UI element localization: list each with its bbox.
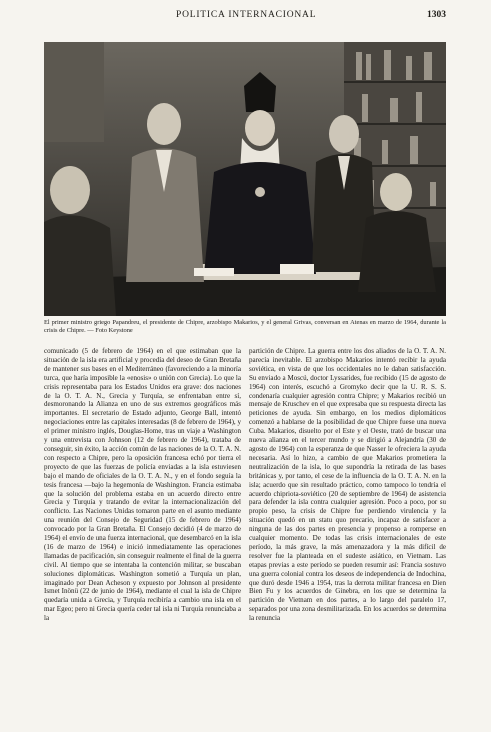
page-header <box>44 10 446 24</box>
photo-caption: El primer ministro griego Papandreu, el presidente de Chipre, arzobispo Makarios, y el general Grivas, conversan en Atenas en marzo de 1964, durante la crisis de Chipre. — Foto Keystone <box>44 319 446 334</box>
photo-illustration <box>44 42 446 316</box>
body-column-left: comunicado (5 de febrero de 1964) en el que estimaban que la situación de la isla era artificial y procedía del deseo de Gran Bretaña de mantener sus bases en el Mediterráneo (favoreciendo a la minoría turca, que haría imposible la «enosis» o unión con Grecia). Lo que la crisis representaba para los Estados Unidos era grave: dos naciones de la O. T. A. N., Grecia y Turquía, se enfrentaban entre sí, desmoronando la Alianza en uno de sus extremos geográficos más importantes. El secretario de Estado adjunto, George Ball, intentó negociaciones entre las capitales interesadas (8 de febrero de 1964), y el primer ministro inglés, Douglas-Home, tras un viaje a Washington y una entrevista con Johnson (12 de febrero de 1964), trataba de conseguir, sin éxito, la acción común de las naciones de la O. T. A. N. con respecto a Chipre, pero la oposición francesa echó por tierra el proyecto de que las fuerzas de policía enviadas a la isla estuviesen bajo el mando de oficiales de la O. T. A. N., y en el fondo seguía la tesis francesa —bajo la hegemonía de Washington. Francia estimaba que la solución del problema estaba en un acuerdo directo entre Grecia y Turquía y tratando de evitar la internacionalización del conflicto. Las Naciones Unidas tomaron parte en el asunto mediante una reunión del Consejo de Seguridad (15 de febrero de 1964) convocado por la Gran Bretaña. El Consejo decidió (4 de marzo de 1964) el envío de una fuerza internacional, que desembarcó en la isla (16 de marzo de 1964) e inició inmediatamente las operaciones llamadas de pacificación, sin conseguir realmente el final de la guerra civil. Al tiempo que se intentaba la contención militar, se buscaban soluciones diplomáticas. Washington sometió a Turquía un plan, imaginado por Dean Acheson y expuesto por Johnson al presidente Ismet Inönü (22 de junio de 1964), mediante el cual la isla de Chipre quedaría unida a Grecia, y Turquía recibiría a cambio una isla en el mar Egeo; pero ni Grecia quería ceder tal isla ni Turquía renunciaba a la <box>44 347 241 623</box>
running-title: POLITICA INTERNACIONAL <box>176 10 317 20</box>
photograph <box>44 42 446 316</box>
body-column-right: partición de Chipre. La guerra entre los dos aliados de la O. T. A. N. parecía inevitable. El arzobispo Makarios intentó recibir la ayuda soviética, en vista de que los occidentales no le daban satisfacción. Su enviado a Moscú, doctor Lyssarides, fue recibido (15 de agosto de 1964) con interés, escuchó a Gromyko decir que la U. R. S. S. condenaría cualquier agresión contra Chipre; y Makarios recibió un mensaje de Kruschev en el que expresaba que su respuesta directa las peticiones de ayuda. Sin embargo, en los medios diplomáticos comenzó a hablarse de la posibilidad de que Chipre fuese una nueva Cuba. Makarios, disuelto por el Este y el Oeste, trató de buscar una nueva alianza en el tercer mundo y se dirigió a Alejandría (30 de agosto de 1964) con la esperanza de que Nasser le ofreciera la ayuda necesaria. Así lo hizo, a cambio de que Makarios prometiera la neutralización de la isla, lo que supondría la retirada de las bases británicas y, por tanto, el cese de la influencia de la O. T. A. N. en la isla; acuerdo que sin resultado práctico, como tampoco lo tendría el acuerdo chipriota-soviético (20 de septiembre de 1964) de asistencia para defender la isla contra cualquier agresión. Poco a poco, por su propio peso, la crisis de Chipre fue perdiendo virulencia y la situación quedó en un statu quo precario, incapaz de satisfacer a ninguna de las dos partes en presencia y propenso a romperse en cualquier momento. De todas las crisis internacionales de este período, la más grave, la más amenazadora y la más difícil de resolver fue la planteada en el sudeste asiático, en Vietnam. Las etapas previas a este período se pueden resumir así: Francia sostuvo una guerra colonial contra los deseos de independencia de Indochina, que duró desde 1946 a 1954, tras la derrota militar francesa en Dien Bien Fu y los acuerdos de Ginebra, en los que se determina la partición de Vietnam en dos partes, a lo largo del paralelo 17, separados por una zona desmilitarizada. En los acuerdos se determina la renuncia <box>249 347 446 623</box>
page-number: 1303 <box>427 10 446 20</box>
